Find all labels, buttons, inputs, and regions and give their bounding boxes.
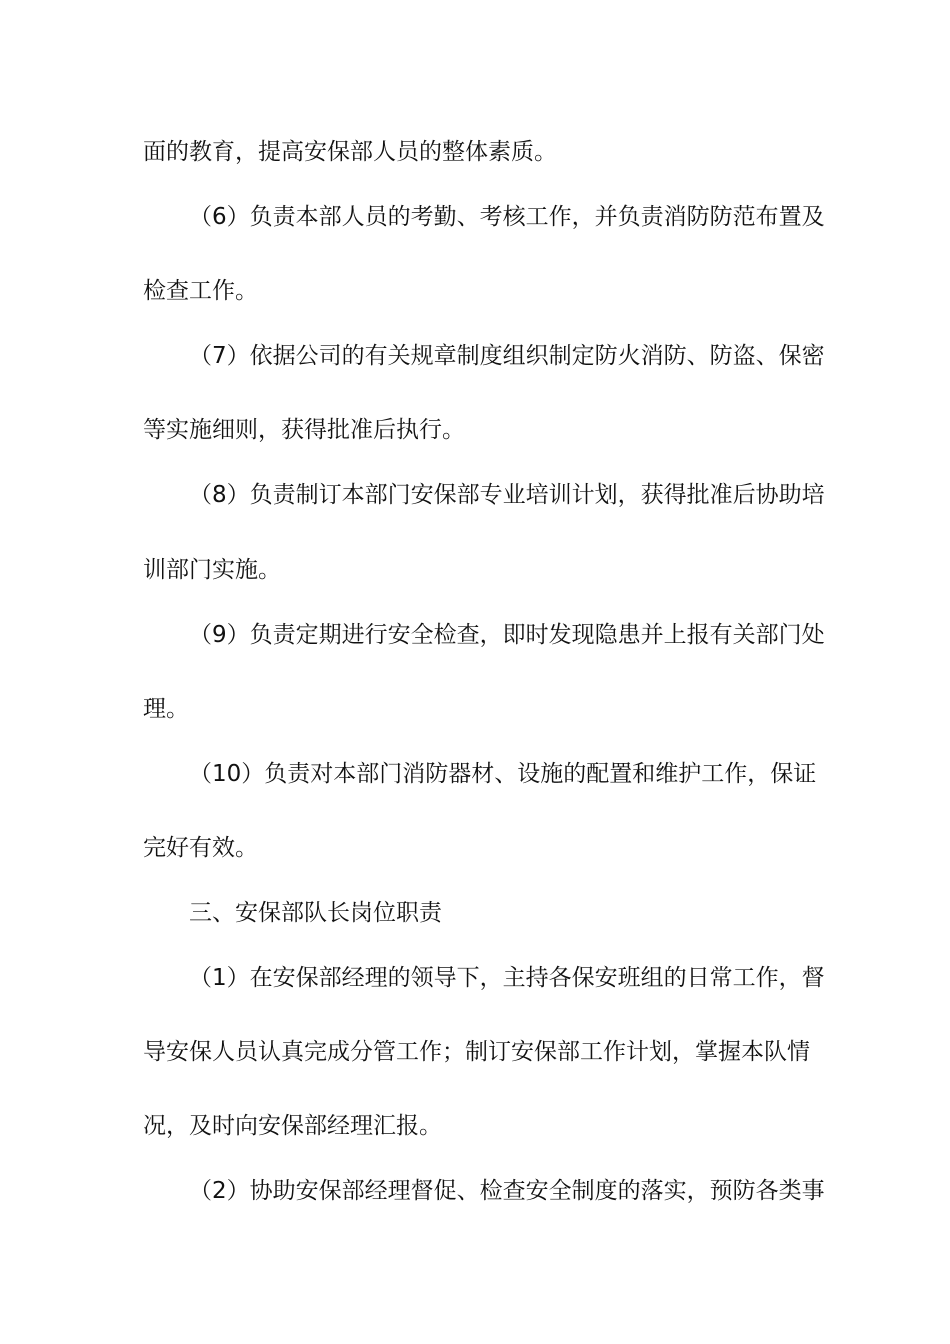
- text-line: 检查工作。: [143, 278, 258, 304]
- text-line: 面的教育，提高安保部人员的整体素质。: [143, 139, 557, 165]
- text-line: （2）协助安保部经理督促、检查安全制度的落实，预防各类事: [189, 1178, 825, 1204]
- text-line: 完好有效。: [143, 835, 258, 861]
- text-line: 训部门实施。: [143, 557, 281, 583]
- text-line: （8）负责制订本部门安保部专业培训计划，获得批准后协助培: [189, 482, 825, 508]
- text-line: 等实施细则，获得批准后执行。: [143, 417, 465, 443]
- text-line: （10）负责对本部门消防器材、设施的配置和维护工作，保证: [189, 761, 817, 787]
- text-line: （9）负责定期进行安全检查，即时发现隐患并上报有关部门处: [189, 622, 825, 648]
- text-line: 况，及时向安保部经理汇报。: [143, 1113, 442, 1139]
- text-line: （1）在安保部经理的领导下，主持各保安班组的日常工作，督: [189, 965, 825, 991]
- text-line: 理。: [143, 696, 189, 722]
- text-line: 导安保人员认真完成分管工作；制订安保部工作计划，掌握本队情: [143, 1039, 810, 1065]
- section-heading: 三、安保部队长岗位职责: [189, 900, 442, 926]
- text-line: （7）依据公司的有关规章制度组织制定防火消防、防盗、保密: [189, 343, 825, 369]
- text-line: （6）负责本部人员的考勤、考核工作，并负责消防防范布置及: [189, 204, 825, 230]
